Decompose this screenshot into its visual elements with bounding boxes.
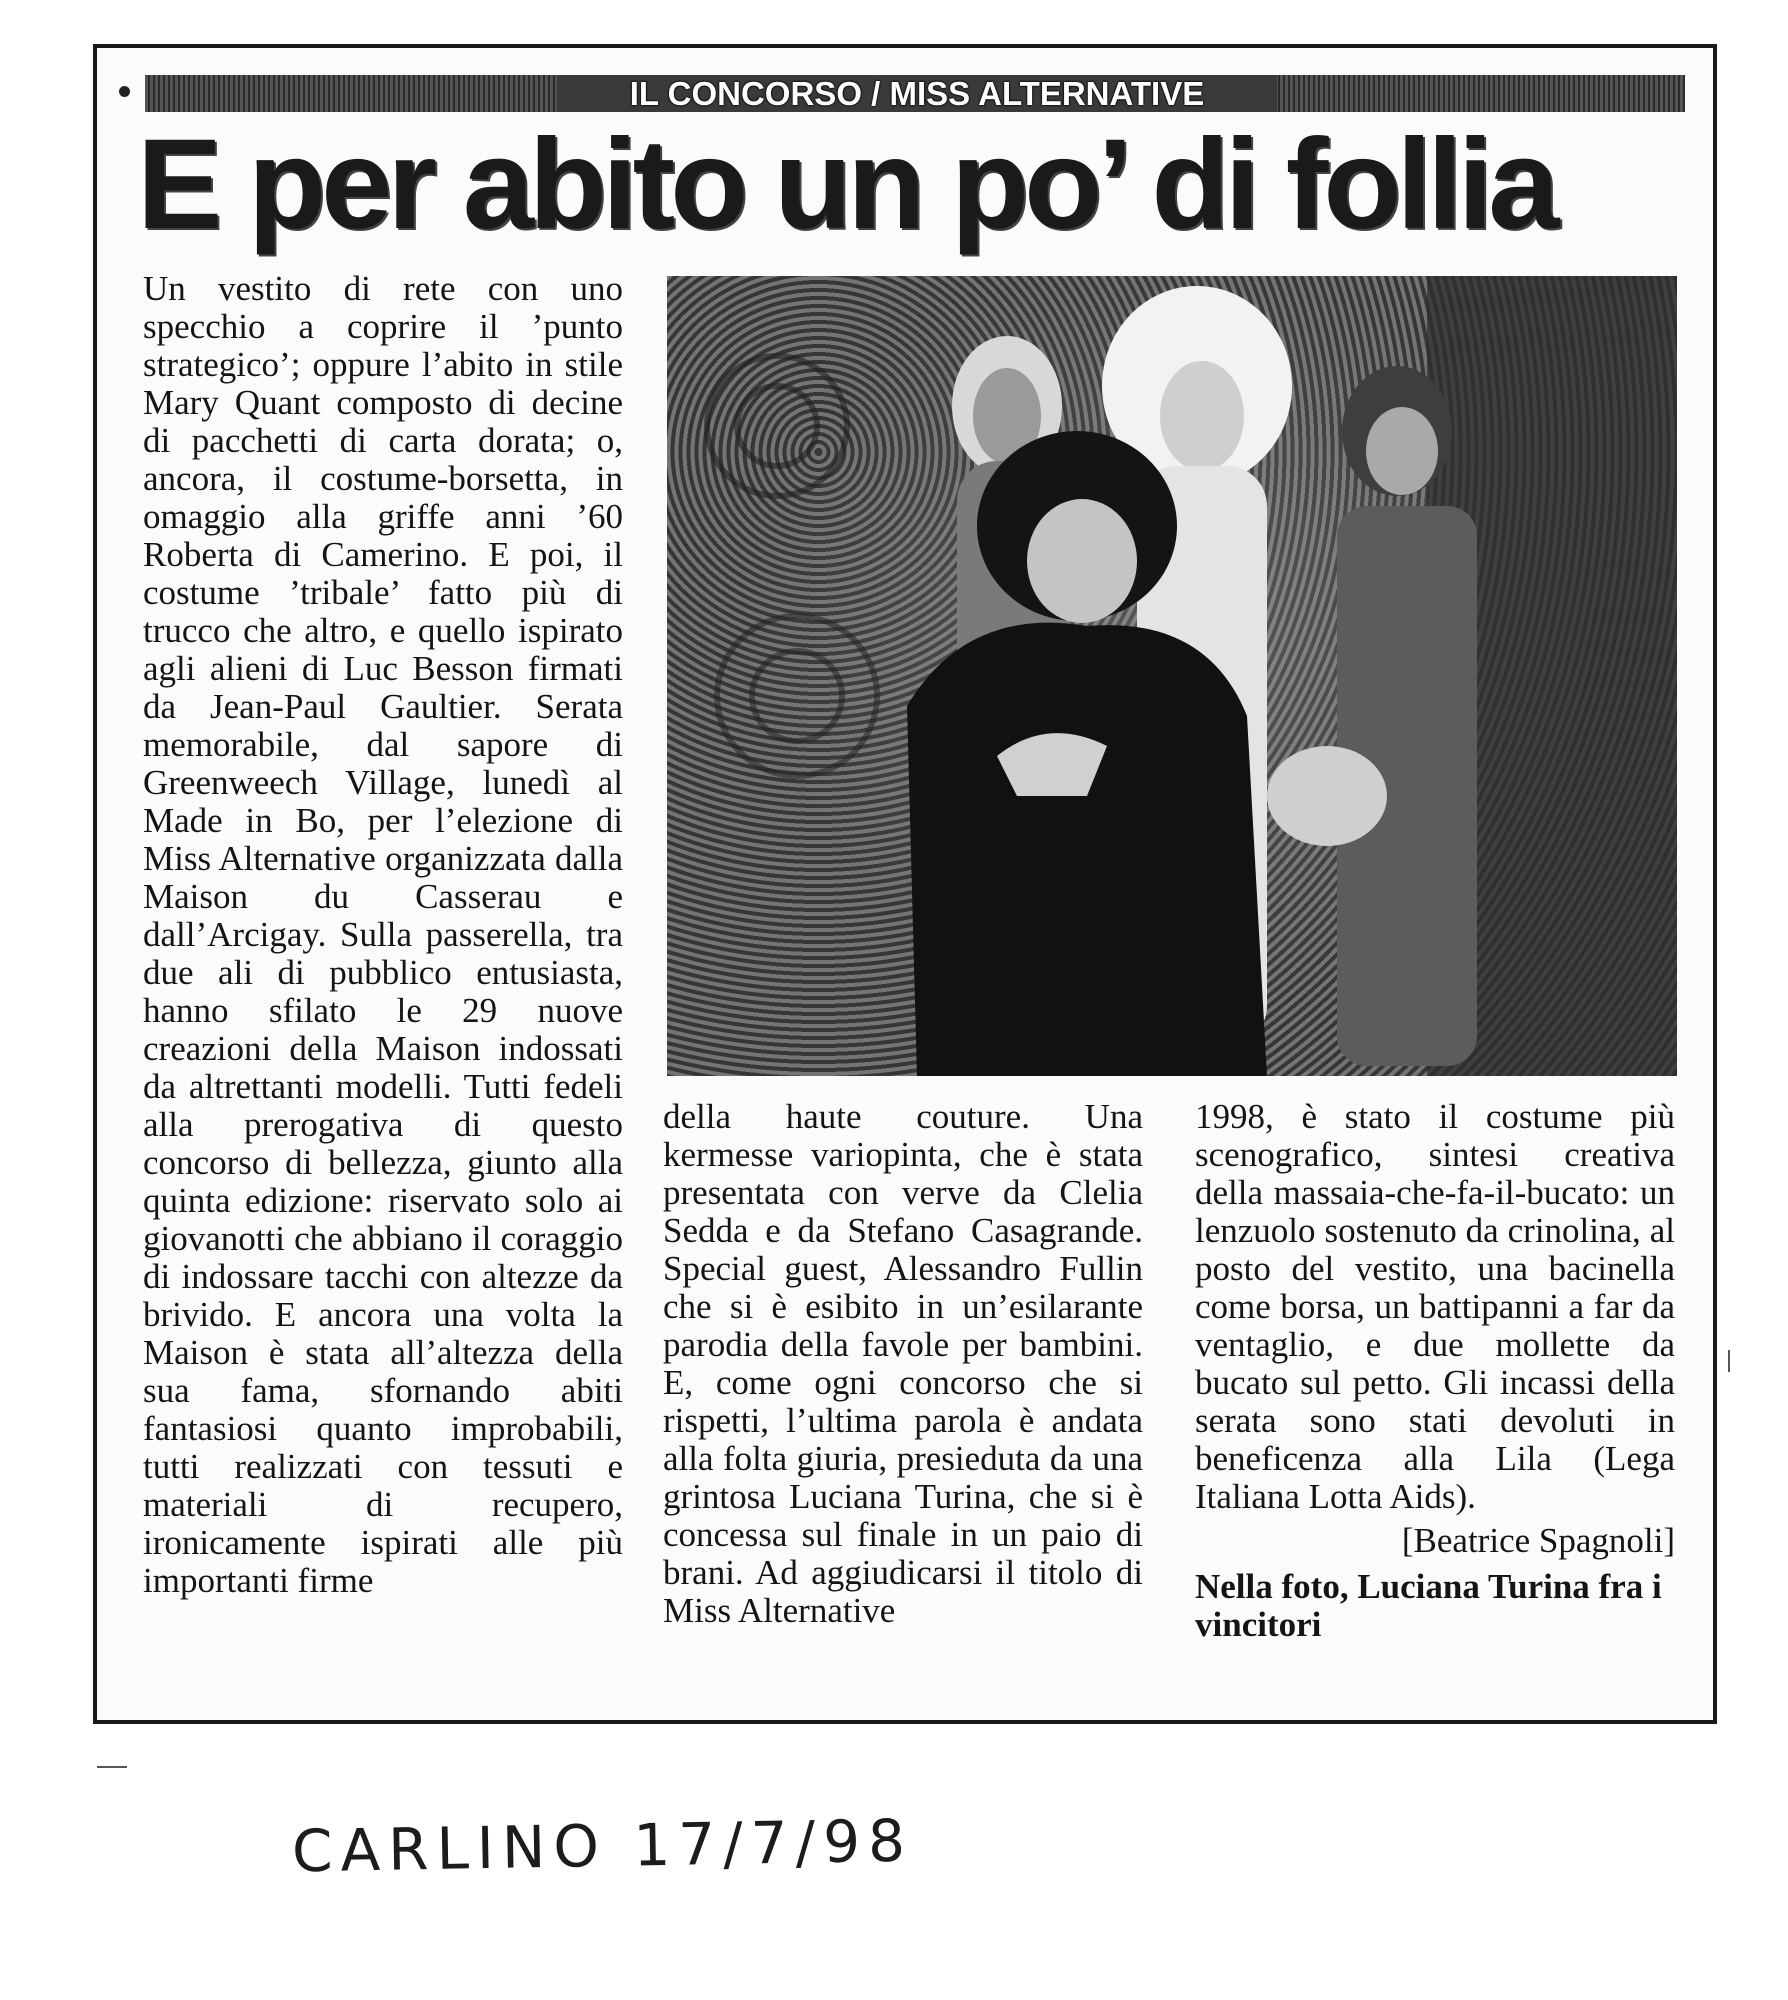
bullet-dot — [119, 86, 130, 97]
column-1-text: Un vestito di rete con uno specchio a coprire il ’punto strategico’; oppure l’abito in stile Mary Quant composto di decine di pacchetti di carta dorata; o, ancora, il costume-borsetta, in omaggio alla griffe anni ’60 Roberta di Camerino. E poi, il costume ’tribale’ fatto più di trucco che altro, e quello ispirato agli alieni di Luc Besson firmati da Jean-Paul Gaultier. Serata memorabile, dal sapore di Greenweech Village, lunedì al Made in Bo, per l’elezione di Miss Alternative organizzata dalla Maison du Casserau e dall’Arcigay. Sulla passerella, tra due ali di pubblico entusiasta, hanno sfilato le 29 nuove creazioni della Maison indossati da altrettanti modelli. Tutti fedeli alla prerogativa di questo concorso di bellezza, giunto alla quinta edizione: riservato solo ai giovanotti che abbiano il coraggio di indossare tacchi con altezze da brivido. E ancora una volta la Maison è stata all’altezza della sua fama, sfornando abiti fantasiosi quanto improbabili, tutti realizzati con tessuti e materiali di recupero, ironicamente ispirati alle più importanti firme — [143, 269, 623, 1600]
article-photo — [667, 276, 1677, 1076]
scan-mark — [1728, 1350, 1730, 1372]
newspaper-clipping — [93, 44, 1717, 1724]
photo-illustration — [667, 276, 1677, 1076]
article-column-1 — [143, 270, 623, 1600]
article-column-2 — [663, 1098, 1143, 1630]
scan-mark — [97, 1766, 127, 1768]
column-2-text: della haute couture. Una kermesse variopinta, che è stata presentata con verve da Clelia Sedda e da Stefano Casagrande. Special guest, Alessandro Fullin che si è esibito in un’esilarante parodia della favole per bambini. E, come ogni concorso che si rispetti, l’ultima parola è andata alla folta giuria, presieduta da una grintosa Luciana Turina, che si è concessa sul finale in un paio di brani. Ad aggiudicarsi il titolo di Miss Alternative — [663, 1097, 1143, 1630]
section-kicker: IL CONCORSO / MISS ALTERNATIVE — [557, 75, 1277, 112]
byline: [Beatrice Spagnoli] — [1401, 1521, 1675, 1560]
article-column-3 — [1195, 1098, 1675, 1644]
headline: E per abito un po’ di follia — [137, 113, 1555, 256]
photo-caption: Nella foto, Luciana Turina fra i vincitori — [1195, 1567, 1662, 1644]
column-3-text: 1998, è stato il costume più scenografico, sintesi creativa della massaia-che-fa-il-bucato: un lenzuolo sostenuto da crinolina, al posto del vestito, una bacinella come borsa, un battipanni a far da ventaglio, e due mollette da bucato sul petto. Gli incassi della serata sono stati devoluti in beneficenza alla Lila (Lega Italiana Lotta Aids). — [1195, 1097, 1675, 1516]
handwritten-note: CARLINO 17/7/98 — [291, 1806, 914, 1886]
